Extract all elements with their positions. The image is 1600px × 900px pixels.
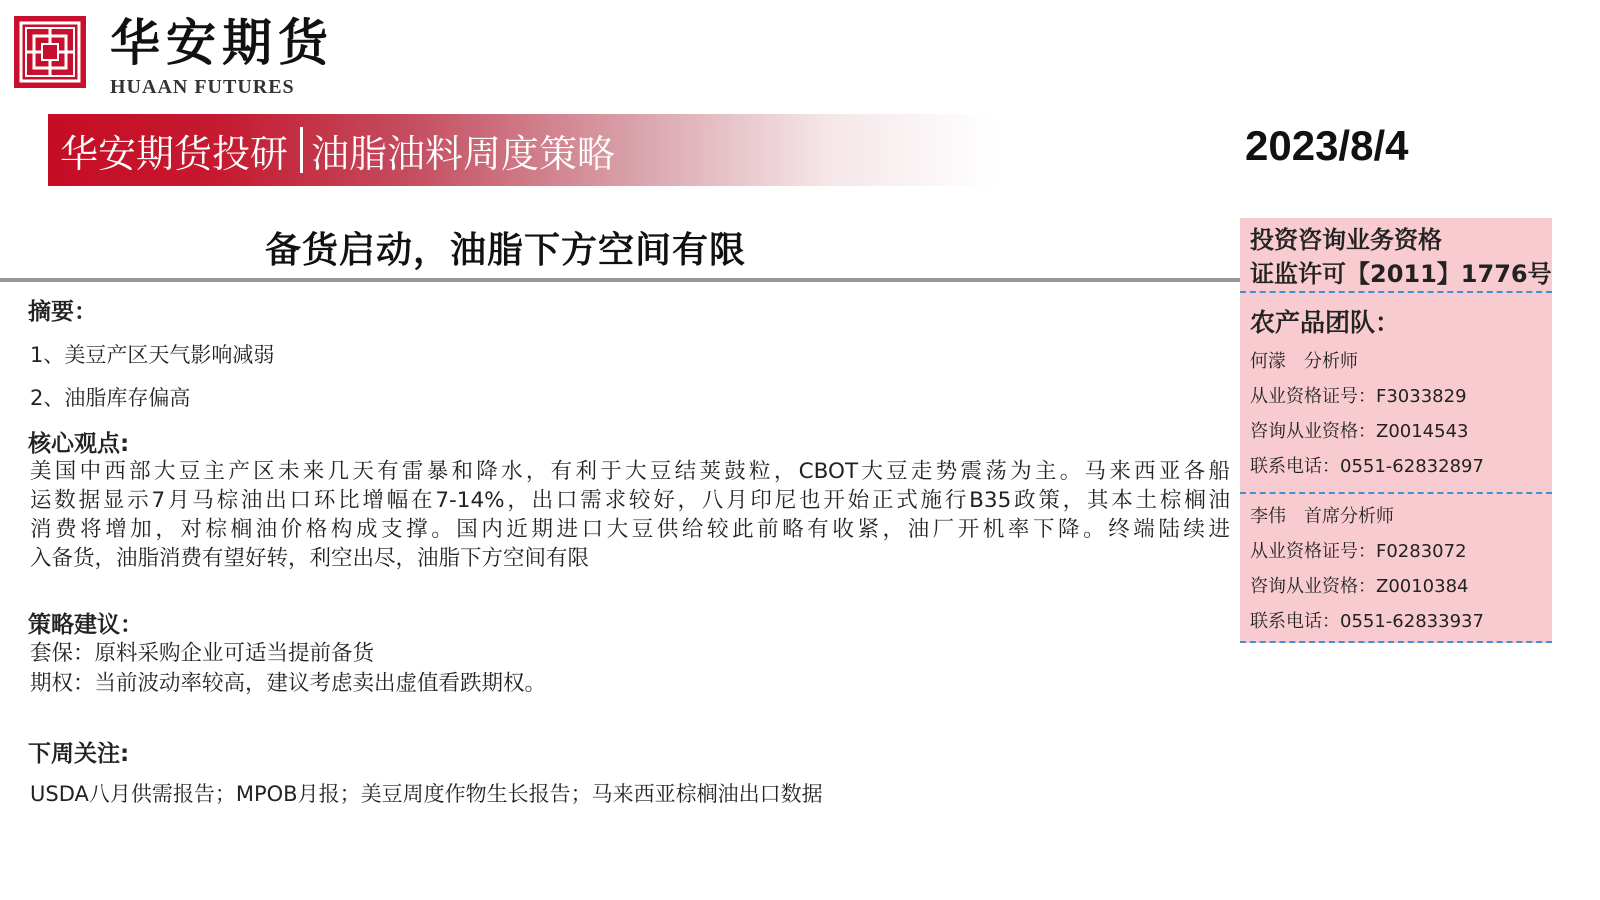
- team-title: 农产品团队：: [1250, 308, 1401, 337]
- analyst-section: [1240, 293, 1552, 494]
- analyst-cert: 从业资格证号：F3033829: [1250, 386, 1467, 407]
- core-view-paragraph: [30, 457, 1230, 573]
- page-title: 备货启动，油脂下方空间有限: [265, 230, 747, 271]
- logo-chinese-name: 华安期货: [110, 13, 334, 72]
- strategy-line: 套保：原料采购企业可适当提前备货: [30, 641, 375, 666]
- banner-right-text: 油脂油料周度策略: [311, 131, 616, 176]
- summary-item: 2、油脂库存偏高: [30, 386, 191, 410]
- analyst-cert: 从业资格证号：F0283072: [1250, 541, 1467, 562]
- core-view-line: 消费将增加，对棕榈油价格构成支撑。国内近期进口大豆供给较此前略有收紧，油厂开机率下降。终端陆续进: [30, 517, 1230, 542]
- analyst-consult: 咨询从业资格：Z0010384: [1250, 576, 1469, 597]
- analyst-name: 何濛 分析师: [1250, 351, 1358, 372]
- company-logo: [12, 14, 334, 99]
- next-week-text: USDA八月供需报告；MPOB月报；美豆周度作物生长报告；马来西亚棕榈油出口数据: [30, 782, 823, 806]
- banner-separator: [300, 127, 303, 173]
- huaan-logo-mark-icon: [12, 14, 88, 90]
- analyst-name: 李伟 首席分析师: [1250, 506, 1394, 527]
- core-view-line: 美国中西部大豆主产区未来几天有雷暴和降水，有利于大豆结荚鼓粒，CBOT大豆走势震荡为主。马来西亚各船: [30, 459, 1230, 484]
- analyst-phone: 联系电话：0551-62833937: [1250, 611, 1484, 632]
- analyst-panel: [1240, 218, 1552, 643]
- strategy-heading: 策略建议：: [28, 612, 143, 638]
- report-date: 2023/8/4: [1245, 122, 1409, 169]
- core-view-line: 入备货，油脂消费有望好转，利空出尽，油脂下方空间有限: [30, 546, 590, 571]
- analyst-consult: 咨询从业资格：Z0014543: [1250, 421, 1469, 442]
- strategy-line: 期权：当前波动率较高，建议考虑卖出虚值看跌期权。: [30, 671, 547, 696]
- qualification-line: 证监许可【2011】1776号: [1250, 260, 1552, 288]
- analyst-phone: 联系电话：0551-62832897: [1250, 456, 1484, 477]
- title-divider: [0, 278, 1240, 282]
- next-week-heading: 下周关注:: [28, 741, 130, 767]
- analyst-section: [1240, 494, 1552, 643]
- core-view-heading: 核心观点:: [28, 431, 130, 457]
- banner-left-text: 华安期货投研: [60, 131, 289, 176]
- logo-english-name: HUAAN FUTURES: [110, 76, 295, 98]
- qualification-section: [1240, 218, 1552, 293]
- title-banner: [48, 114, 998, 186]
- core-view-line: 运数据显示7月马棕油出口环比增幅在7-14%，出口需求较好，八月印尼也开始正式施行B35政策，其本土棕榈油: [30, 488, 1230, 513]
- qualification-line: 投资咨询业务资格: [1250, 226, 1442, 254]
- summary-heading: 摘要：: [28, 299, 97, 325]
- summary-item: 1、美豆产区天气影响减弱: [30, 343, 275, 367]
